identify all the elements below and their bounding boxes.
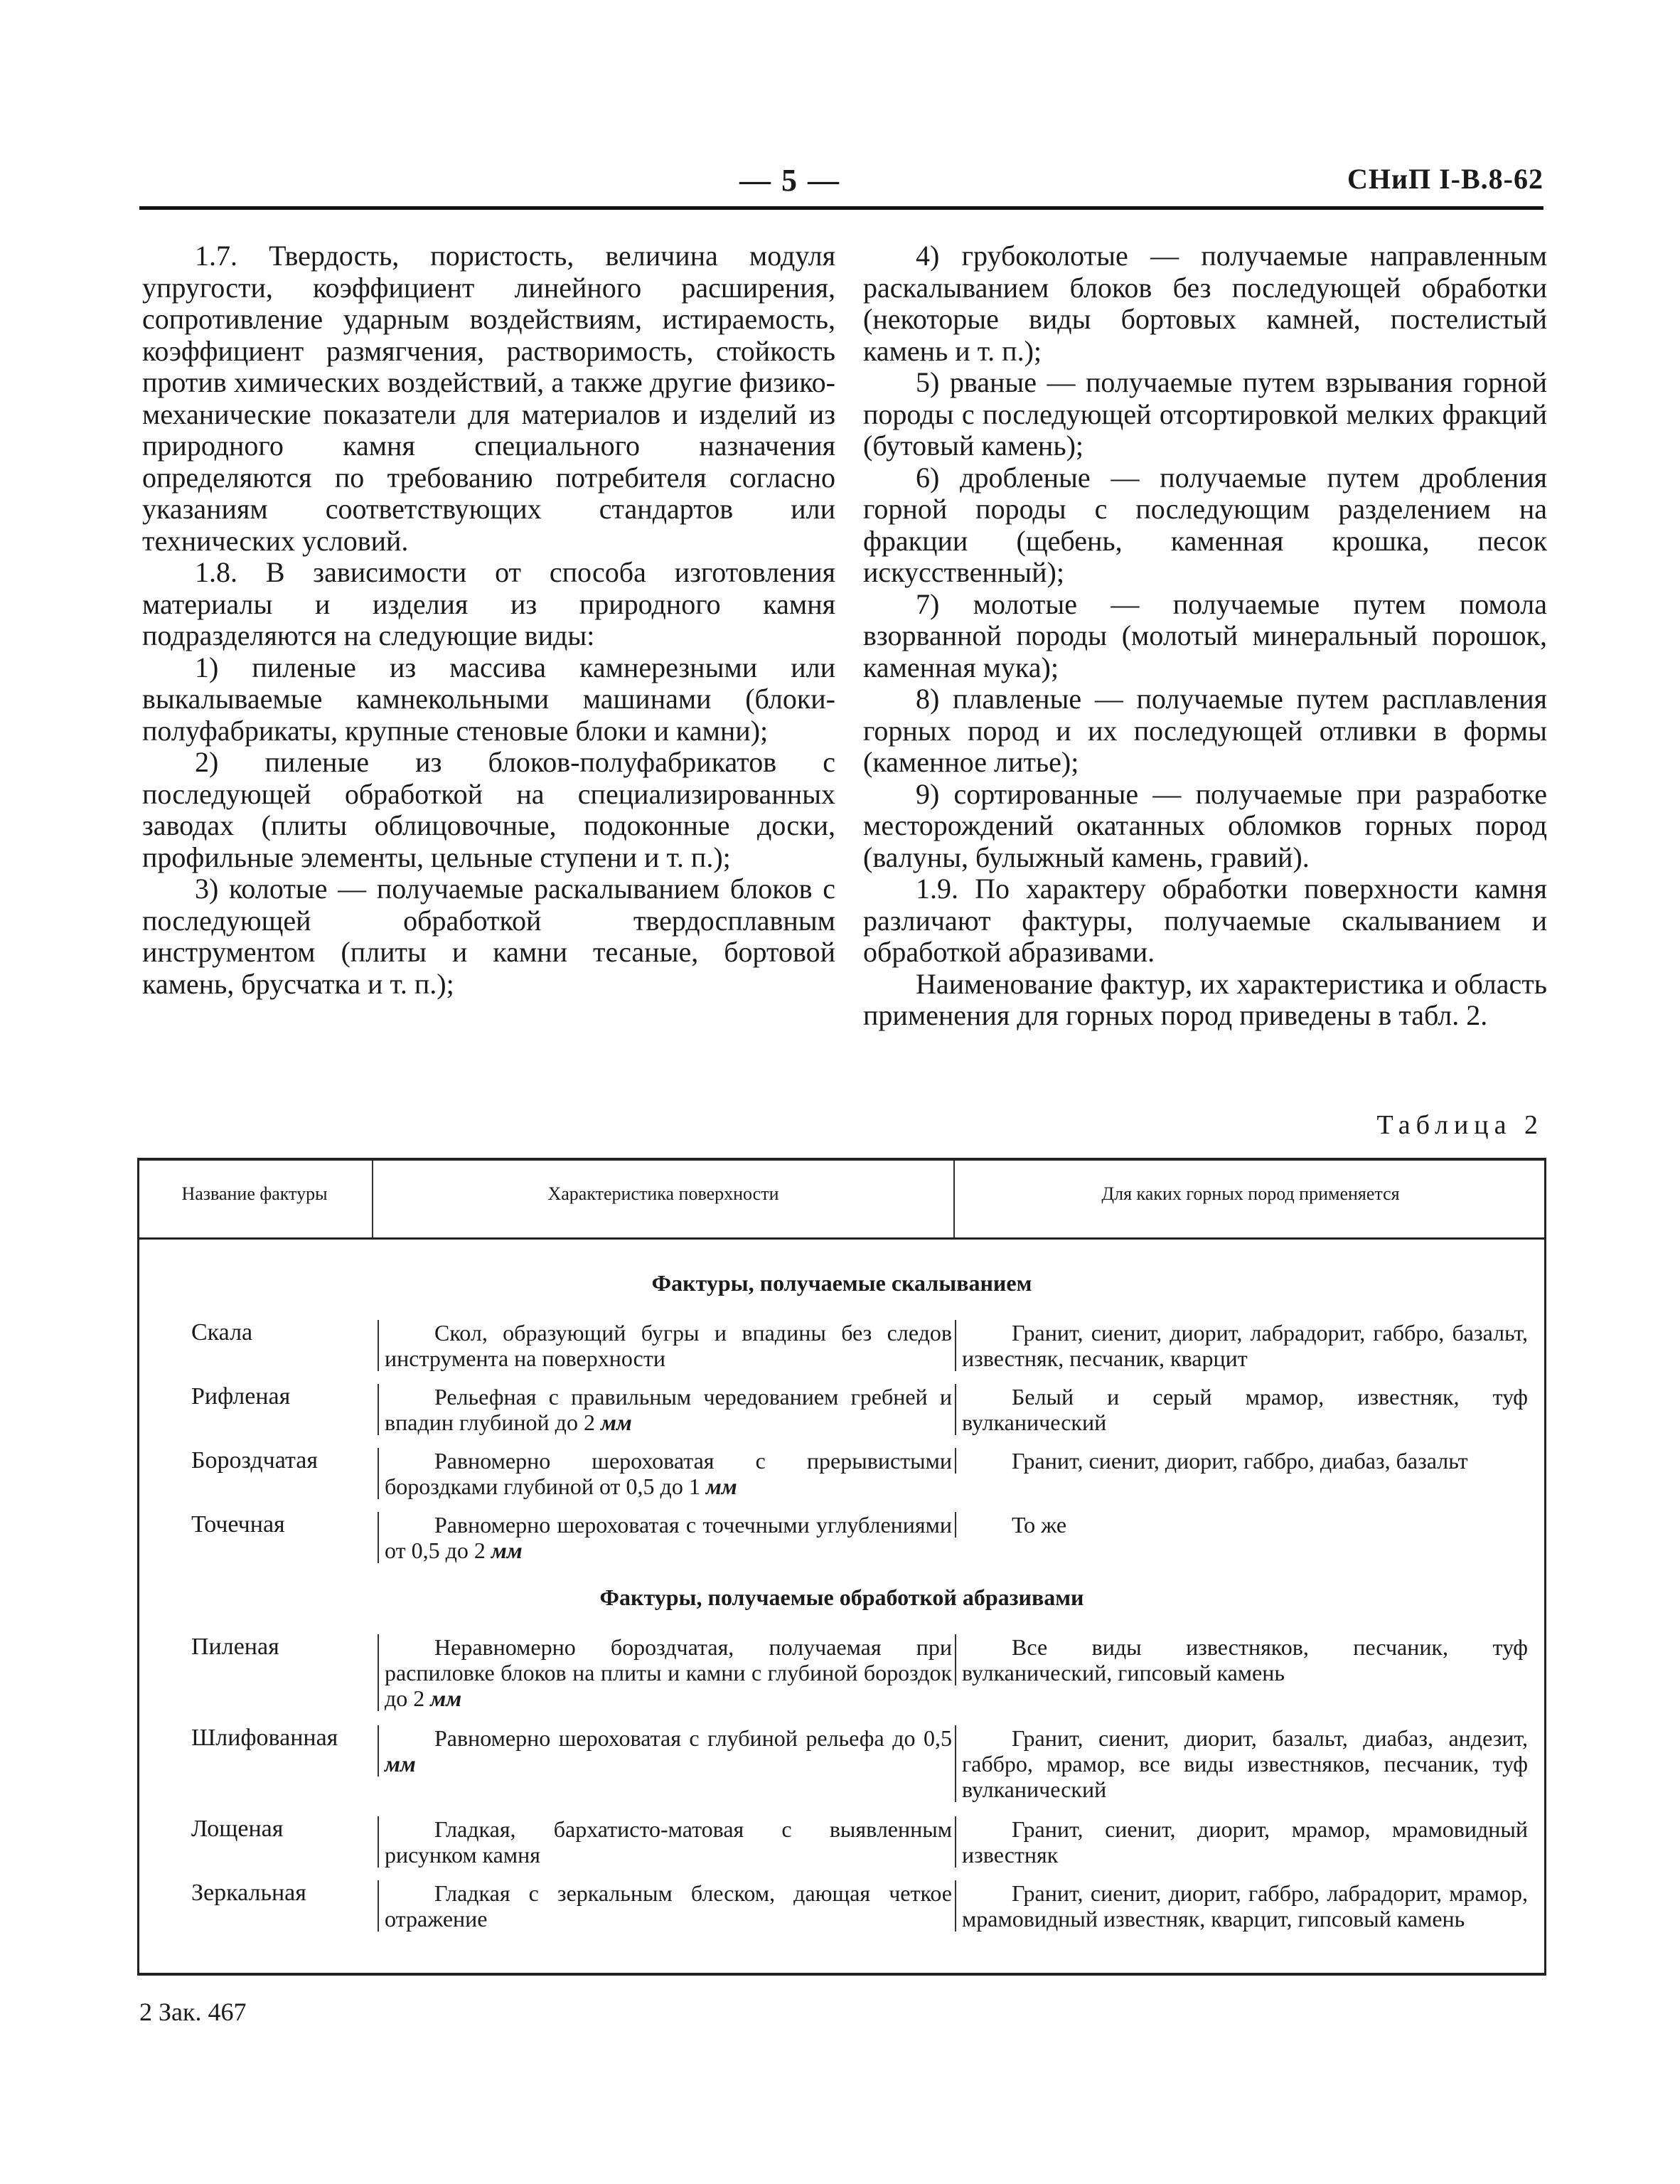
list-item-1: 1) пиленые из массива камнерезными или выкалываемые камнекольными машинами (блоки-полуфабрикаты, крупные стеновые блоки и камни); [142, 651, 835, 747]
table-row-name: Рифленая [191, 1383, 291, 1410]
table-row-application: Гранит, сиенит, диорит, базальт, диабаз, андезит, габбро, мрамор, все виды известняков, песчаник, туф вулканический [955, 1725, 1528, 1802]
table-row-application: То же [955, 1512, 1528, 1538]
table-row-characteristic: Равномерно шероховатая с прерывистыми бороздками глубиной от 0,5 до 1 мм [378, 1448, 952, 1499]
list-item-3: 3) колотые — получаемые раскалыванием блоков с последующей обработкой твердосплавным инструментом (плиты и камни тесаные, бортовой камень, брусчатка и т. п.); [142, 873, 835, 1000]
table-row-name: Точечная [191, 1511, 285, 1538]
paragraph-1-8: 1.8. В зависимости от способа изготовления материалы и изделия из природного камня подразделяются на следующие виды: [142, 556, 835, 651]
table-row-characteristic: Неравномерно бороздчатая, получаемая при распиловке блоков на плиты и камни с глубиной бороздок до 2 мм [378, 1634, 952, 1711]
texture-table [137, 1158, 1546, 1976]
list-item-6: 6) дробленые — получаемые путем дробления горной породы с последующим разделением на фракции (щебень, каменная крошка, песок искусственный); [863, 461, 1547, 588]
list-item-7: 7) молотые — получаемые путем помола взорванной породы (молотый минеральный порошок, каменная мука); [863, 587, 1547, 683]
paragraph-1-9: 1.9. По характеру обработки поверхности камня различают фактуры, получаемые скалыванием и обработкой абразивами. [863, 873, 1547, 968]
table-left-border [137, 1158, 139, 1976]
table-row-name: Бороздчатая [191, 1447, 318, 1474]
table-row-application: Гранит, сиенит, диорит, лабрадорит, габбро, базальт, известняк, песчаник, кварцит [955, 1320, 1528, 1371]
table-row-characteristic: Равномерно шероховатая с точечными углублениями от 0,5 до 2 мм [378, 1512, 952, 1563]
table-row-characteristic: Скол, образующий бугры и впадины без следов инструмента на поверхности [378, 1320, 952, 1371]
column-header-application: Для каких горных пород применяется [1101, 1183, 1400, 1204]
list-item-9: 9) сортированные — получаемые при разработке месторождений окатанных обломков горных пород (валуны, булыжный камень, гравий). [863, 777, 1547, 873]
column-header-name: Название фактуры [181, 1183, 328, 1204]
section-title-chipping: Фактуры, получаемые скалыванием [651, 1270, 1032, 1296]
table-row-application: Гранит, сиенит, диорит, габбро, лабрадорит, мрамор, мрамовидный известняк, кварцит, гипсовый камень [955, 1880, 1528, 1932]
table-bottom-border [137, 1973, 1546, 1976]
table-row-application: Гранит, сиенит, диорит, мрамор, мрамовидный известняк [955, 1816, 1528, 1868]
table-row-name: Зеркальная [191, 1880, 306, 1906]
list-item-4: 4) грубоколотые — получаемые направленным раскалыванием блоков без последующей обработки (некоторые виды бортовых камней, постелистый камень и т. п.); [863, 240, 1547, 367]
table-row-application: Гранит, сиенит, диорит, габбро, диабаз, базальт [955, 1448, 1528, 1474]
table-row-characteristic: Гладкая, бархатисто-матовая с выявленным рисунком камня [378, 1816, 952, 1868]
table-caption: Таблица 2 [1376, 1110, 1543, 1140]
list-item-5: 5) рваные — получаемые путем взрывания горной породы с последующей отсортировкой мелких фракций (бутовый камень); [863, 366, 1547, 462]
table-row-name: Скала [191, 1319, 253, 1346]
left-text-column [142, 240, 835, 1000]
table-row-application: Белый и серый мрамор, известняк, туф вулканический [955, 1384, 1528, 1435]
table-top-border [137, 1158, 1546, 1161]
column-header-characteristic: Характеристика поверхности [547, 1183, 779, 1204]
table-row-characteristic: Рельефная с правильным чередованием гребней и впадин глубиной до 2 мм [378, 1384, 952, 1435]
table-right-border [1544, 1158, 1546, 1976]
header-rule [139, 206, 1543, 210]
right-text-column [863, 240, 1547, 1032]
paragraph-table-reference: Наименование фактур, их характеристика и область применения для горных пород приведены в табл. 2. [863, 967, 1547, 1031]
paragraph-1-7: 1.7. Твердость, пористость, величина модуля упругости, коэффициент линейного расширения, сопротивление ударным воздействиям, истираемость, коэффициент размягчения, растворимость, стойкость против химических воздействий, а также другие физико-механические показатели для материалов и изделий из природного камня специального назначения определяются по требованию потребителя согласно указаниям соответствующих стандартов или технических условий. [142, 240, 835, 557]
table-row-characteristic: Гладкая с зеркальным блеском, дающая четкое отражение [378, 1880, 952, 1932]
page-number: — 5 — [739, 163, 840, 198]
table-row-name: Лощеная [191, 1816, 284, 1842]
document-code: СНиП I-В.8-62 [1347, 163, 1543, 195]
footer-order-number: 2 Зак. 467 [139, 1998, 247, 2026]
section-title-abrasive: Фактуры, получаемые обработкой абразивами [599, 1584, 1084, 1610]
table-row-name: Шлифованная [191, 1725, 338, 1751]
table-row-characteristic: Равномерно шероховатая с глубиной рельефа до 0,5 мм [378, 1725, 952, 1777]
list-item-2: 2) пиленые из блоков-полуфабрикатов с последующей обработкой на специализированных заводах (плиты облицовочные, подоконные доски, профильные элементы, цельные ступени и т. п.); [142, 746, 835, 873]
table-row-name: Пиленая [191, 1634, 279, 1660]
table-row-application: Все виды известняков, песчаник, туф вулканический, гипсовый камень [955, 1634, 1528, 1685]
header-separator [137, 1237, 1546, 1240]
list-item-8: 8) плавленые — получаемые путем расплавления горных пород и их последующей отливки в формы (каменное литье); [863, 683, 1547, 778]
